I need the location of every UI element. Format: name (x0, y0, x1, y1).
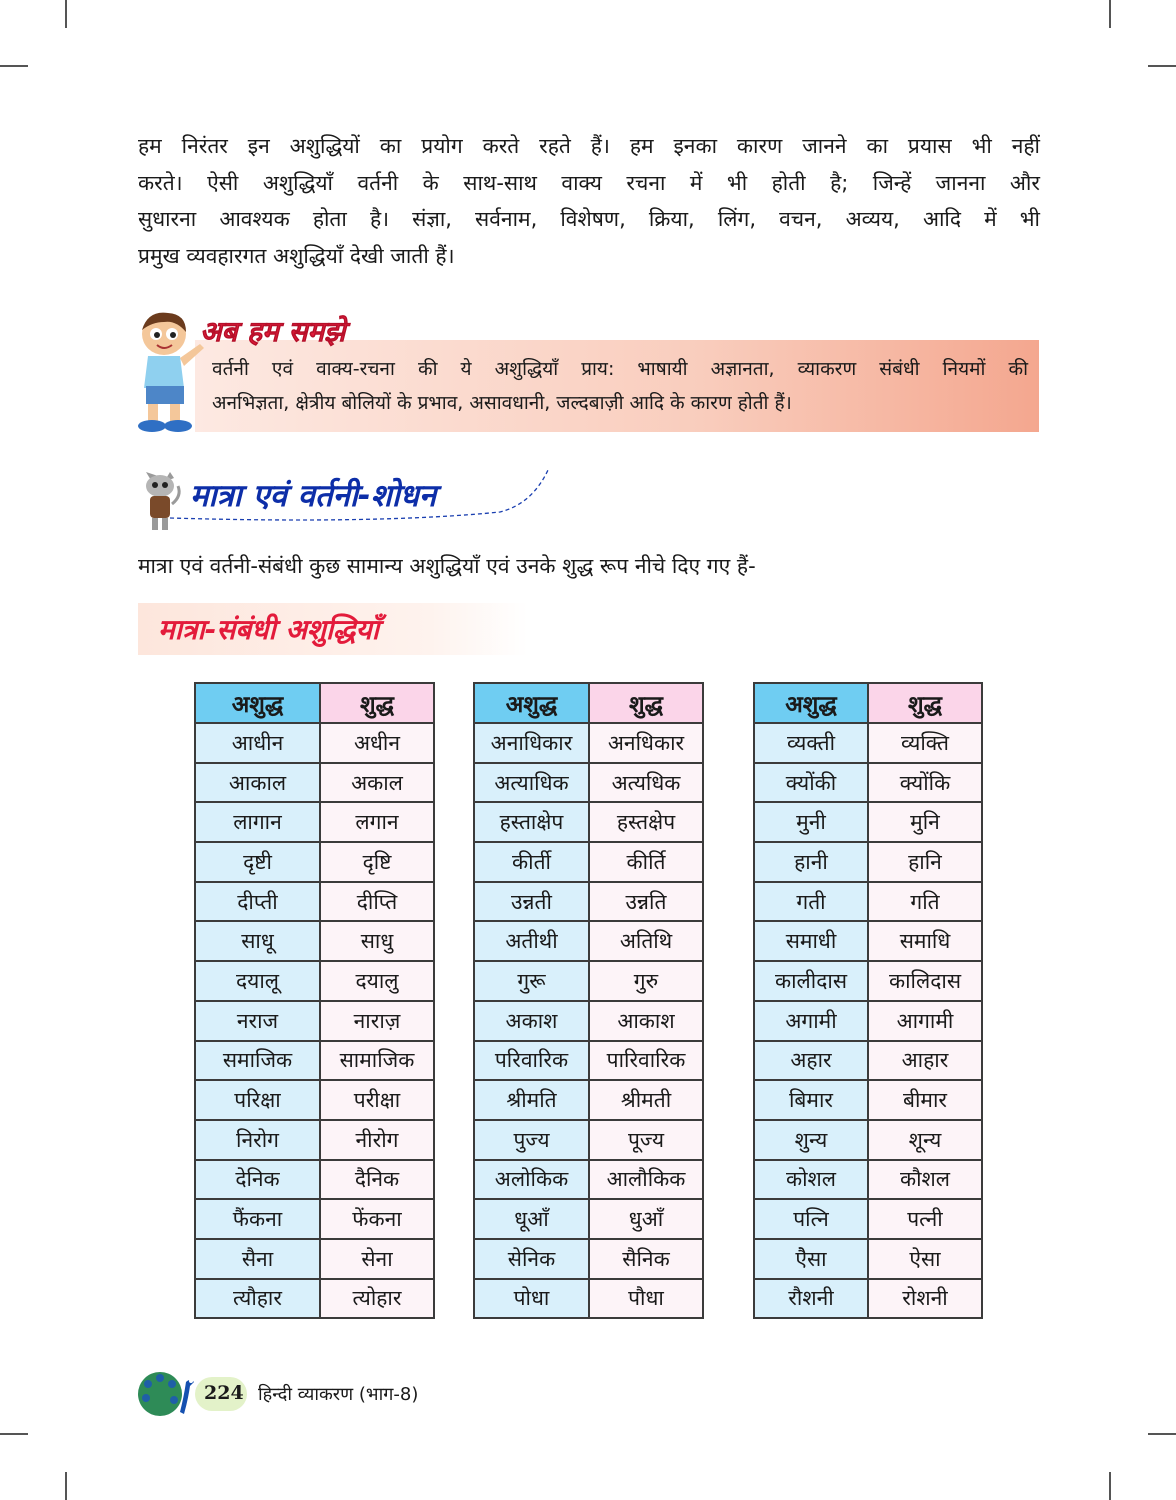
table-row (195, 723, 434, 763)
table-row (754, 802, 982, 842)
table-row (195, 802, 434, 842)
crop-mark (0, 65, 28, 67)
table-row (754, 1001, 982, 1041)
table-row (754, 1080, 982, 1120)
wrong-word-cell: श्रीमति (474, 1080, 589, 1120)
correct-word-cell: सामाजिक (320, 1041, 434, 1081)
table-row (474, 1041, 703, 1081)
wrong-word-cell: सैना (195, 1239, 320, 1279)
wrong-word-cell: अनाधिकार (474, 723, 589, 763)
subsection-title: मात्रा-संबंधी अशुद्धियाँ (158, 613, 380, 646)
wrong-word-cell: अगामी (754, 1001, 868, 1041)
paragraph-line: हम निरंतर इन अशुद्धियों का प्रयोग करते रहते हैं। हम इनका कारण जानने का प्रयास भी नहीं (138, 134, 1040, 158)
wrong-word-cell: पुज्य (474, 1120, 589, 1160)
correct-word-cell: अकाल (320, 763, 434, 803)
correct-word-cell: साधु (320, 921, 434, 961)
wrong-word-cell: मुनी (754, 802, 868, 842)
wrong-word-cell: उन्नती (474, 882, 589, 922)
table-row (754, 763, 982, 803)
wrong-word-cell: सेनिक (474, 1239, 589, 1279)
wrong-word-cell: हस्ताक्षेप (474, 802, 589, 842)
wrong-word-cell: शुन्य (754, 1120, 868, 1160)
header-wrong: अशुद्ध (474, 683, 589, 723)
correct-word-cell: आलौकिक (589, 1160, 703, 1200)
correct-word-cell: शून्य (868, 1120, 982, 1160)
wrong-word-cell: कालीदास (754, 961, 868, 1001)
table-row (754, 1041, 982, 1081)
section-intro: मात्रा एवं वर्तनी-संबंधी कुछ सामान्य अशुद्धियाँ एवं उनके शुद्ध रूप नीचे दिए गए हैं- (138, 554, 756, 578)
wrong-word-cell: हानी (754, 842, 868, 882)
crop-mark (1148, 65, 1176, 67)
wrong-word-cell: परिवारिक (474, 1041, 589, 1081)
correct-word-cell: दीप्ति (320, 882, 434, 922)
wrong-word-cell: निरोग (195, 1120, 320, 1160)
correct-word-cell: आहार (868, 1041, 982, 1081)
wrong-word-cell: त्यौहार (195, 1279, 320, 1319)
wrong-word-cell: नराज (195, 1001, 320, 1041)
table-row (195, 1160, 434, 1200)
table-row (474, 882, 703, 922)
table-row (754, 842, 982, 882)
header-wrong: अशुद्ध (195, 683, 320, 723)
correct-word-cell: लगान (320, 802, 434, 842)
table-row (474, 921, 703, 961)
correct-word-cell: समाधि (868, 921, 982, 961)
table-row (195, 1120, 434, 1160)
correct-word-cell: धुआँ (589, 1199, 703, 1239)
correct-word-cell: पौधा (589, 1279, 703, 1319)
wrong-word-cell: धूआँ (474, 1199, 589, 1239)
wrong-word-cell: आधीन (195, 723, 320, 763)
table-row (195, 842, 434, 882)
table-row (195, 961, 434, 1001)
decorative-dashed-curve (170, 466, 560, 524)
correct-word-cell: क्योंकि (868, 763, 982, 803)
note-text (212, 352, 1028, 420)
correct-word-cell: पत्नी (868, 1199, 982, 1239)
wrong-word-cell: कोशल (754, 1160, 868, 1200)
wrong-word-cell: अकाश (474, 1001, 589, 1041)
cartoon-boy-icon (124, 308, 210, 434)
correct-word-cell: सेना (320, 1239, 434, 1279)
table-row (474, 961, 703, 1001)
correct-word-cell: बीमार (868, 1080, 982, 1120)
wrong-word-cell: दयालू (195, 961, 320, 1001)
intro-paragraph (138, 128, 1040, 274)
correction-table-1 (194, 682, 435, 1319)
table-row (474, 1279, 703, 1319)
wrong-word-cell: देनिक (195, 1160, 320, 1200)
correct-word-cell: कालिदास (868, 961, 982, 1001)
correct-word-cell: हानि (868, 842, 982, 882)
correct-word-cell: नीरोग (320, 1120, 434, 1160)
correct-word-cell: ऐसा (868, 1239, 982, 1279)
table-row (474, 1199, 703, 1239)
wrong-word-cell: पोधा (474, 1279, 589, 1319)
crop-mark (65, 1472, 67, 1500)
correct-word-cell: पारिवारिक (589, 1041, 703, 1081)
correct-word-cell: आगामी (868, 1001, 982, 1041)
correct-word-cell: व्यक्ति (868, 723, 982, 763)
table-row (474, 763, 703, 803)
correct-word-cell: हस्तक्षेप (589, 802, 703, 842)
table-row (195, 1279, 434, 1319)
paragraph-line: प्रमुख व्यवहारगत अशुद्धियाँ देखी जाती हैं। (138, 243, 455, 268)
wrong-word-cell: अतीथी (474, 921, 589, 961)
correct-word-cell: आकाश (589, 1001, 703, 1041)
table-row (195, 1239, 434, 1279)
correct-word-cell: रोशनी (868, 1279, 982, 1319)
wrong-word-cell: अहार (754, 1041, 868, 1081)
table-row (195, 1080, 434, 1120)
wrong-word-cell: परिक्षा (195, 1080, 320, 1120)
wrong-word-cell: दृष्टी (195, 842, 320, 882)
wrong-word-cell: फैंकना (195, 1199, 320, 1239)
crop-mark (1109, 1472, 1111, 1500)
header-wrong: अशुद्ध (754, 683, 868, 723)
correct-word-cell: परीक्षा (320, 1080, 434, 1120)
table-row (195, 763, 434, 803)
table-row (195, 882, 434, 922)
table-row (195, 921, 434, 961)
table-row (754, 1279, 982, 1319)
correct-word-cell: कौशल (868, 1160, 982, 1200)
wrong-word-cell: गती (754, 882, 868, 922)
table-row (474, 1001, 703, 1041)
peacock-icon (136, 1368, 198, 1420)
correct-word-cell: नाराज़ (320, 1001, 434, 1041)
table-row (474, 1239, 703, 1279)
crop-mark (0, 1433, 28, 1435)
correct-word-cell: उन्नति (589, 882, 703, 922)
wrong-word-cell: साधू (195, 921, 320, 961)
wrong-word-cell: बिमार (754, 1080, 868, 1120)
correct-word-cell: गति (868, 882, 982, 922)
crop-mark (65, 0, 67, 28)
correction-table-3 (753, 682, 983, 1319)
correct-word-cell: मुनि (868, 802, 982, 842)
crop-mark (1148, 1433, 1176, 1435)
table-row (754, 1239, 982, 1279)
wrong-word-cell: आकाल (195, 763, 320, 803)
wrong-word-cell: दीप्ती (195, 882, 320, 922)
table-row (195, 1041, 434, 1081)
correct-word-cell: फेंकना (320, 1199, 434, 1239)
header-right: शुद्ध (868, 683, 982, 723)
correct-word-cell: त्योहार (320, 1279, 434, 1319)
wrong-word-cell: अलोकिक (474, 1160, 589, 1200)
wrong-word-cell: पत्नि (754, 1199, 868, 1239)
table-row (195, 1001, 434, 1041)
table-row (474, 723, 703, 763)
table-row (754, 1160, 982, 1200)
paragraph-line: करते। ऐसी अशुद्धियाँ वर्तनी के साथ-साथ वाक्य रचना में भी होती है; जिन्हें जानना और (138, 170, 1040, 195)
correction-table-2 (473, 682, 704, 1319)
correct-word-cell: कीर्ति (589, 842, 703, 882)
table-row (195, 1199, 434, 1239)
table-row (754, 723, 982, 763)
wrong-word-cell: समाजिक (195, 1041, 320, 1081)
table-row (474, 842, 703, 882)
wrong-word-cell: ऐैसा (754, 1239, 868, 1279)
note-line: अनभिज्ञता, क्षेत्रीय बोलियों के प्रभाव, असावधानी, जल्दबाज़ी आदि के कारण होती हैं। (212, 392, 792, 414)
correct-word-cell: अतिथि (589, 921, 703, 961)
book-title: हिन्दी व्याकरण (भाग-8) (258, 1384, 419, 1405)
correct-word-cell: अत्यधिक (589, 763, 703, 803)
wrong-word-cell: क्योंकी (754, 763, 868, 803)
wrong-word-cell: व्यक्ती (754, 723, 868, 763)
note-line: वर्तनी एवं वाक्य-रचना की ये अशुद्धियाँ प्राय: भाषायी अज्ञानता, व्याकरण संबंधी नियमों की (212, 358, 1028, 380)
table-row (474, 1120, 703, 1160)
correct-word-cell: श्रीमती (589, 1080, 703, 1120)
wrong-word-cell: लागान (195, 802, 320, 842)
note-title: अब हम समझे (200, 315, 346, 348)
correct-word-cell: दयालु (320, 961, 434, 1001)
page-number: 224 (204, 1382, 244, 1404)
header-right: शुद्ध (589, 683, 703, 723)
correct-word-cell: अनधिकार (589, 723, 703, 763)
correct-word-cell: गुरु (589, 961, 703, 1001)
correct-word-cell: दृष्टि (320, 842, 434, 882)
table-row (754, 1120, 982, 1160)
table-row (474, 802, 703, 842)
correct-word-cell: अधीन (320, 723, 434, 763)
table-row (754, 882, 982, 922)
wrong-word-cell: रौशनी (754, 1279, 868, 1319)
table-row (474, 1160, 703, 1200)
correct-word-cell: पूज्य (589, 1120, 703, 1160)
wrong-word-cell: समाधी (754, 921, 868, 961)
wrong-word-cell: गुरू (474, 961, 589, 1001)
table-row (754, 1199, 982, 1239)
correct-word-cell: दैनिक (320, 1160, 434, 1200)
paragraph-line: सुधारना आवश्यक होता है। संज्ञा, सर्वनाम, विशेषण, क्रिया, लिंग, वचन, अव्यय, आदि में भी (138, 207, 1040, 231)
wrong-word-cell: कीर्ती (474, 842, 589, 882)
correct-word-cell: सैनिक (589, 1239, 703, 1279)
wrong-word-cell: अत्याधिक (474, 763, 589, 803)
table-row (754, 961, 982, 1001)
section-title: मात्रा एवं वर्तनी-शोधन (190, 478, 437, 514)
table-row (754, 921, 982, 961)
table-row (474, 1080, 703, 1120)
header-right: शुद्ध (320, 683, 434, 723)
crop-mark (1109, 0, 1111, 28)
